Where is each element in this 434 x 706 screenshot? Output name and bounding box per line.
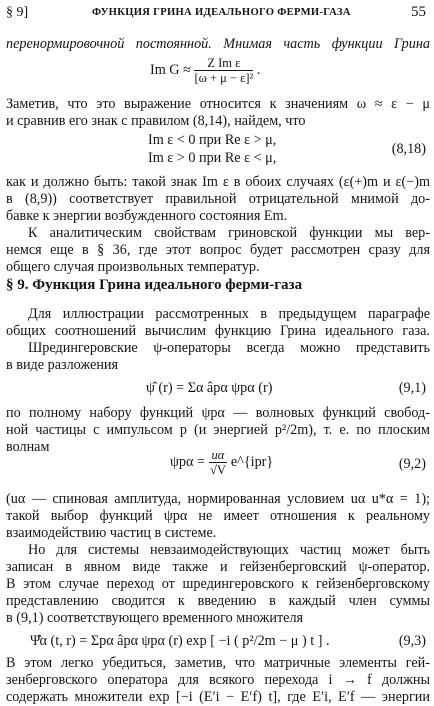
equation-fraction	[194, 56, 253, 85]
equation-number: (9,1)	[398, 380, 426, 396]
equation-row: Im ε > 0 при Re ε < μ,	[148, 150, 277, 166]
text-line: Но для системы невзаимодействующих частиц может быть	[28, 542, 430, 558]
fraction-denominator: √V	[209, 463, 226, 477]
text-line: и сравнив его знак с правилом (8,14), найдем, что	[6, 113, 306, 129]
text-line: немся еще в § 36, где этот вопрос будет рассмотрен сразу для	[6, 242, 430, 258]
equation-9-3: Ψ̂α (t, r) = Σpα âpα ψpα (r) exp [ −i ( p²/2m − μ ) t ] .	[30, 633, 330, 649]
text-line: общих соотношений вычислим функцию Грина идеального газа.	[6, 323, 430, 339]
text-line: общего случая произвольных температур.	[6, 259, 260, 275]
text-line: перенормировочной постоянной. Мнимая часть функции Грина	[6, 36, 430, 52]
text-line: Для иллюстрации рассмотренных в предыдущем параграфе	[28, 306, 430, 322]
equation-row: Im ε < 0 при Re ε > μ,	[148, 132, 277, 148]
equation-8-18	[148, 131, 276, 167]
equation-9-2	[170, 448, 273, 477]
text-line: В этом случае переход от шредингеровского к гейзенберговскому	[6, 576, 430, 592]
text-line: В этом легко убедиться, заметив, что матричные элементы гей-	[6, 655, 430, 671]
text-line: взаимодействию частиц в системе.	[6, 525, 217, 541]
text-line: в виде разложения	[6, 357, 119, 373]
equation-9-1: ψ̂ (r) = Σα âpα ψpα (r)	[146, 380, 273, 396]
equation-lhs: Im G ≈	[150, 61, 191, 78]
equation-exponential: e^{ipr}	[230, 453, 274, 470]
text-line: в (9,1) соответствующего временного множителя	[6, 610, 304, 626]
equation-lhs: ψpα =	[170, 453, 205, 470]
text-line: ной частицы с импульсом p (и энергией p²/2m), т. е. по плоским	[6, 422, 430, 438]
text-line: в (8,9)) соответствует правильной отрицательной мнимой до-	[6, 191, 430, 207]
text-line: записан в явном виде также и гейзенберговский ψ-оператор.	[6, 559, 430, 575]
equation-number: (9,3)	[398, 633, 426, 649]
text-line: К аналитическим свойствам гриновской функции мы вер-	[28, 225, 430, 241]
section-heading: § 9. Функция Грина идеального ферми-газа	[6, 277, 303, 293]
text-line: по полному набору функций ψpα — волновых функций свобод-	[6, 405, 430, 421]
text-line: представлению сводится к введению в каждый член суммы	[6, 593, 430, 609]
equation-number: (8,18)	[391, 141, 426, 157]
text-line: Заметив, что это выражение относится к значениям ω ≈ ε − μ	[6, 96, 430, 112]
text-line: волнам	[6, 439, 50, 455]
running-header	[6, 3, 430, 23]
equation-number: (9,2)	[398, 456, 426, 472]
text-line: Шредингеровские ψ-операторы всегда можно представить	[28, 340, 430, 356]
equation-fraction	[209, 448, 228, 477]
equation-end: .	[256, 61, 261, 78]
text-line: содержать множители exp [−i (E′i − E′f) t], где E′i, E′f — энергии	[6, 689, 430, 705]
text-line: как и должно быть: такой знак Im ε в обоих случаях (ε(+)m и ε(−)m	[6, 174, 430, 190]
text-line: такой выбор функций ψpα не имеет отношения к реальному	[6, 508, 430, 524]
text-line: (uα — спиновая амплитуда, нормированная условием uα u*α = 1);	[6, 491, 430, 507]
header-title: ФУНКЦИЯ ГРИНА ИДЕАЛЬНОГО ФЕРМИ-ГАЗА	[92, 7, 351, 18]
text-line: зенберговского оператора для всякого перехода i → f должны	[6, 672, 430, 688]
text-line: бавке к энергии возбужденного состояния Em.	[6, 208, 288, 224]
fraction-denominator: [ω + μ − ε]²	[194, 71, 254, 85]
page-number: 55	[411, 4, 426, 20]
fraction-numerator: Z Im ε	[194, 56, 253, 71]
equation-im-g	[150, 56, 260, 85]
fraction-numerator: uα	[209, 448, 228, 463]
header-section-ref: § 9]	[6, 5, 29, 20]
